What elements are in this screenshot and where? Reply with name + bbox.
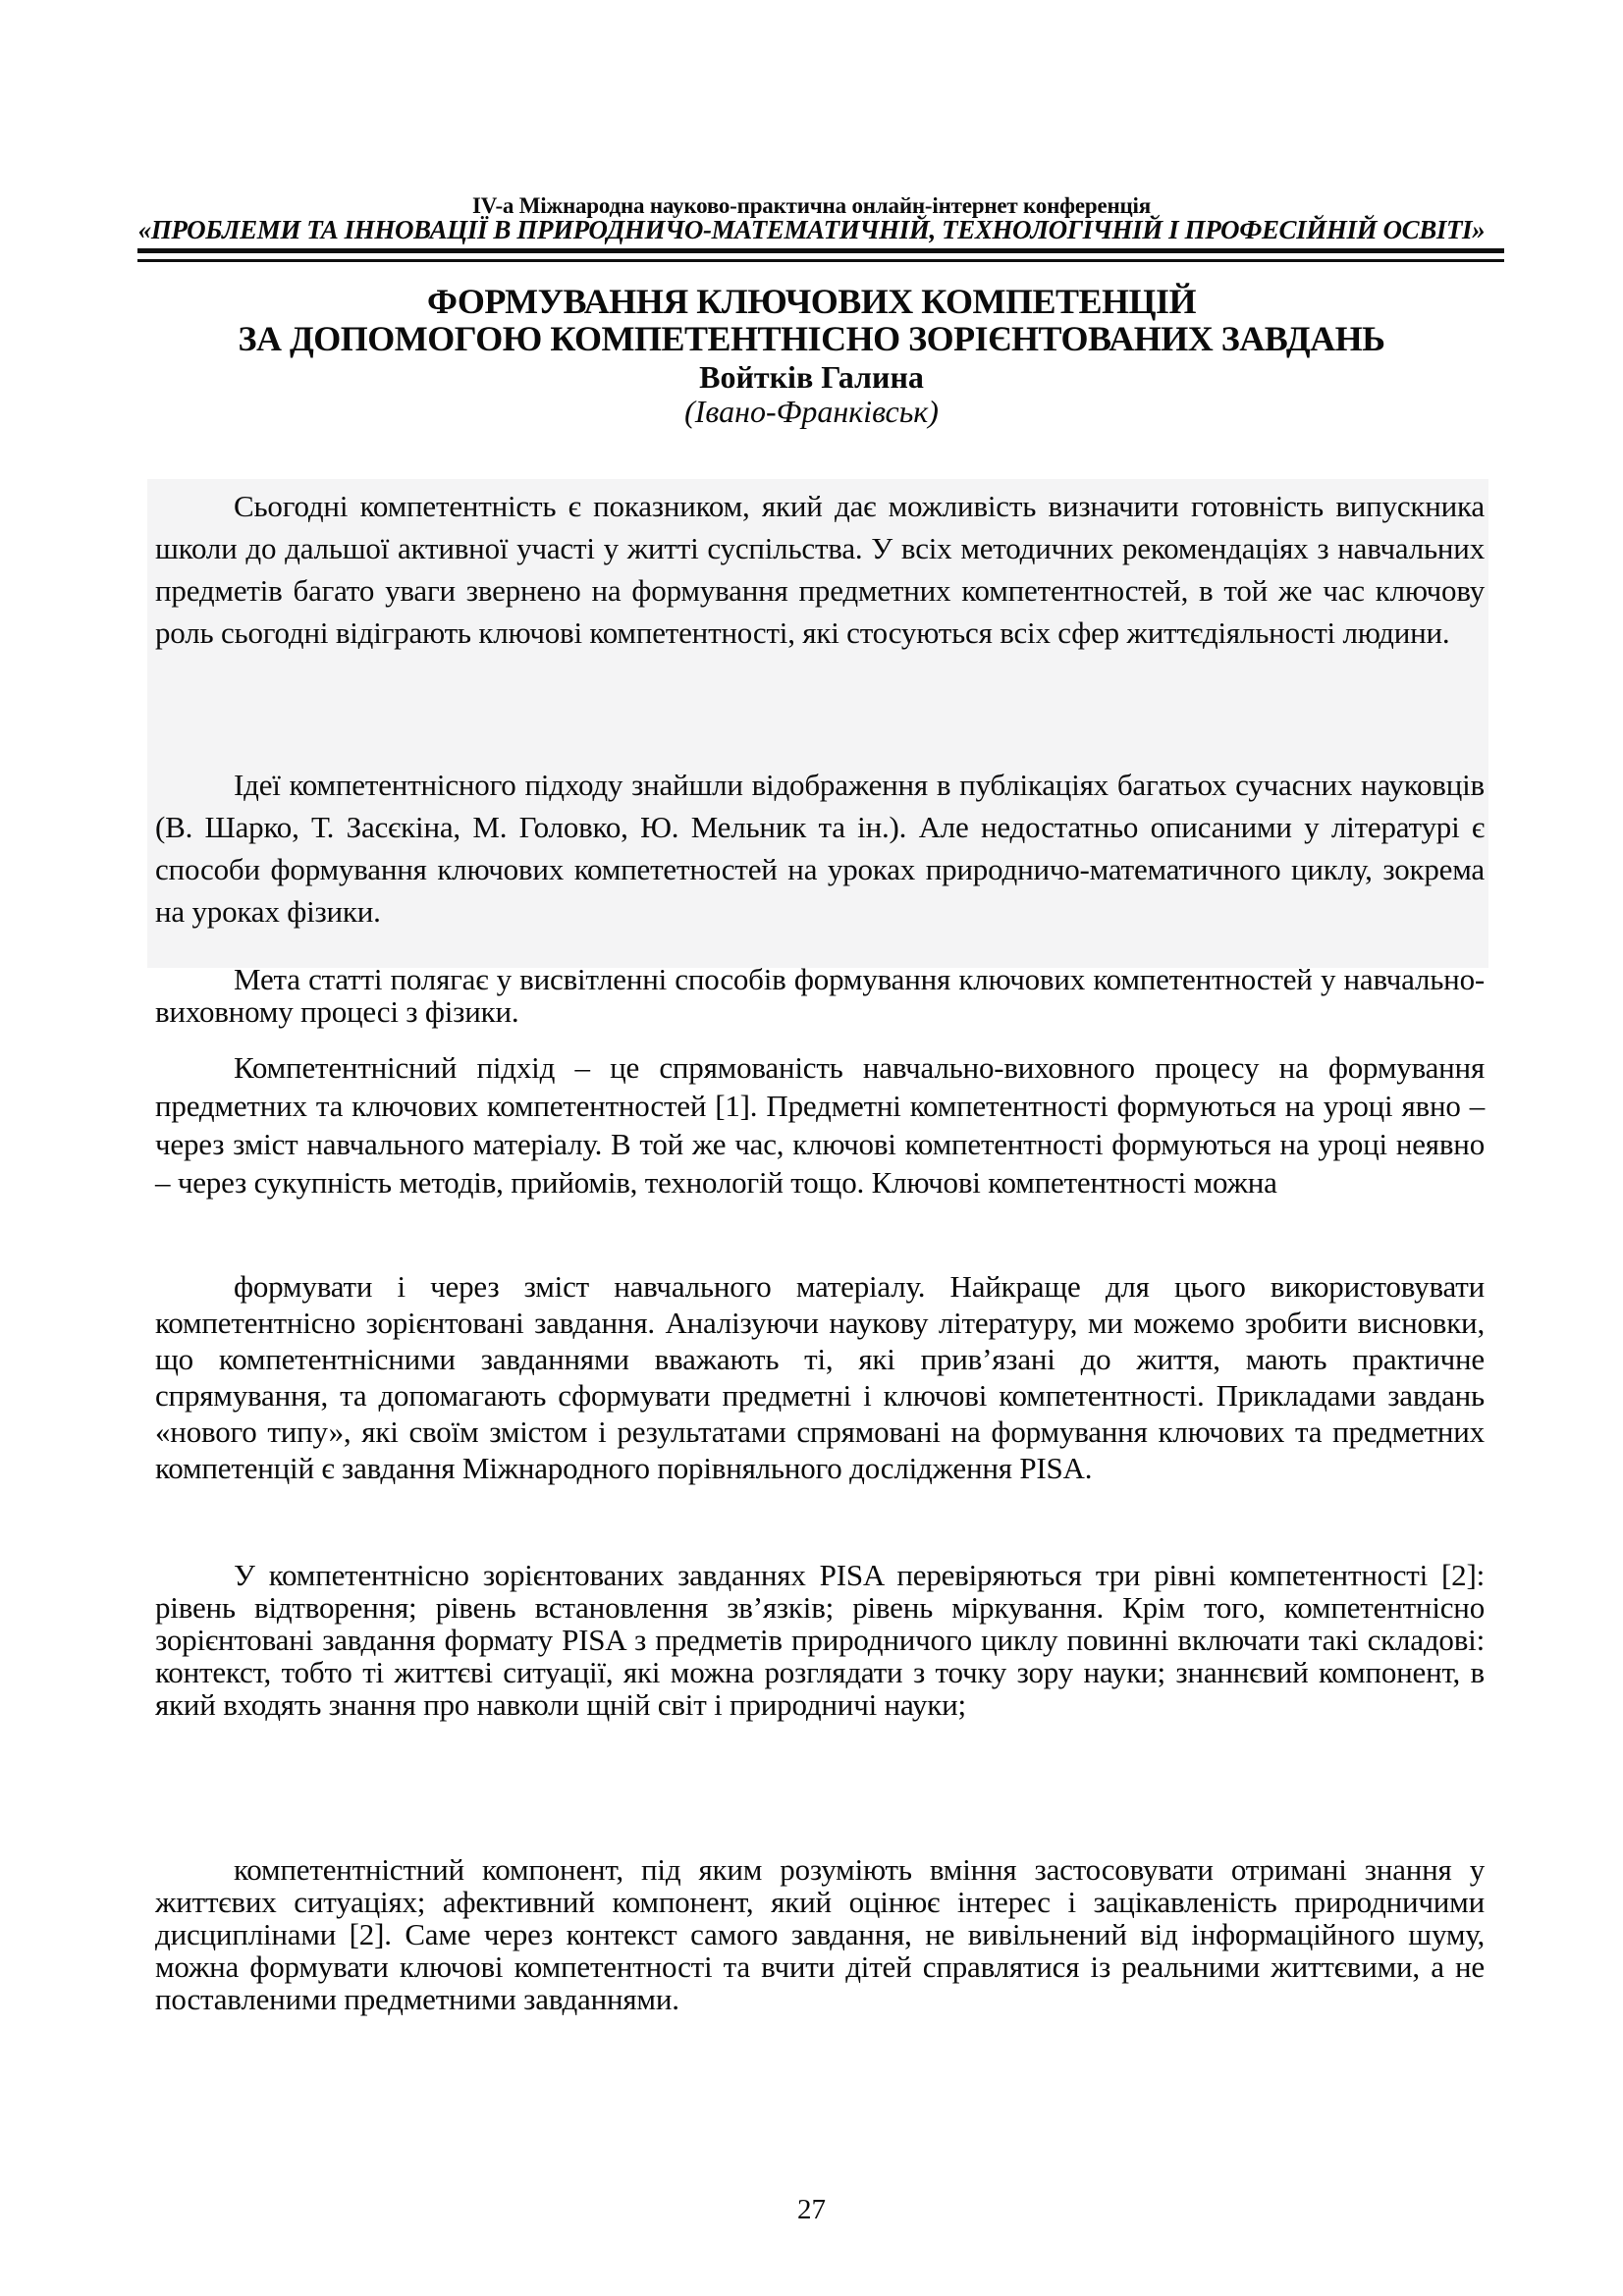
paragraph-2: Ідеї компетентнісного підходу знайшли відображення в публікаціях багатьох сучасних науковців (В. Шарко, Т. Засєкіна, М. Головко, Ю. Мельник та ін.). Але недостатньо описаними у літературі є способи формування ключових компететностей на уроках природничо-математичного циклу, зокрема на уроках фізики. <box>155 768 1485 929</box>
paragraph-7: компетентністний компонент, під яким розуміють вміння застосовувати отримані знання у життєвих ситуаціях; афективний компонент, який оцінює інтерес і зацікавленість природничими дисциплінами [2]. Саме через контекст самого завдання, не вивільнений від інформаційного шуму, можна формувати ключові компетентності та вчити дітей справлятися із реальними життєвими, а не поставленими предметними завданнями. <box>155 1852 1485 2016</box>
article-title-line2: ЗА ДОПОМОГОЮ КОМПЕТЕНТНІСНО ЗОРІЄНТОВАНИХ ЗАВДАНЬ <box>238 319 1385 358</box>
paragraph-6: У компетентнісно зорієнтованих завданнях PISA перевіряються три рівні компетентності [2]: рівень відтворення; рівень встановлення зв’язків; рівень міркування. Крім того, компетентнісно зорієнтовані завдання формату PISA з предметів природничого циклу повинні включати такі складові: контекст, тобто ті життєві ситуації, які можна розглядати з точку зору науки; знаннєвий компонент, в який входять знання про навколи щній світ і природничі науки; <box>155 1558 1485 1722</box>
page-number: 27 <box>797 2194 826 2225</box>
paragraph-5: формувати і через зміст навчального матеріалу. Найкраще для цього використовувати компетентнісно зорієнтовані завдання. Аналізуючи наукову літературу, ми можемо зробити висновки, що компетентнісними завданнями вважають ті, які прив’язані до життя, мають практичне спрямування, та допомагають сформувати предметні і ключові компетентності. Прикладами завдань «нового типу», які своїм змістом і результатами спрямовані на формування ключових та предметних компетенцій є завдання Міжнародного порівняльного дослідження PISA. <box>155 1269 1485 1485</box>
paragraph-1: Сьогодні компетентність є показником, який дає можливість визначити готовність випускника школи до дальшої активної участі у житті суспільства. У всіх методичних рекомендаціях з навчальних предметів багато уваги звернено на формування предметних компетентностей, в той же час ключову роль сьогодні відіграють ключові компетентності, які стосуються всіх сфер життєдіяльності людини. <box>155 489 1485 650</box>
header-rule-top <box>137 248 1504 253</box>
article-location: (Івано-Франківськ) <box>684 394 939 429</box>
paragraph-4: Компетентнісний підхід – це спрямованість навчально-виховного процесу на формування предметних та ключових компетентностей [1]. Предметні компетентності формуються на уроці явно – через зміст навчального матеріалу. В той же час, ключові компетентності формуються на уроці неявно – через сукупність методів, прийомів, технологій тощо. Ключові компетентності можна <box>155 1050 1485 1200</box>
paragraph-3: Мета статті полягає у висвітленні способів формування ключових компетентностей у навчально-виховному процесі з фізики. <box>155 962 1485 1029</box>
conference-name: IV-а Міжнародна науково-практична онлайн-інтернет конференція <box>472 193 1151 218</box>
header-rule-bottom <box>137 259 1504 262</box>
article-title-line1: ФОРМУВАННЯ КЛЮЧОВИХ КОМПЕТЕНЦІЙ <box>426 282 1197 321</box>
article-title <box>0 283 1623 357</box>
article-author: Войтків Галина <box>699 359 924 395</box>
conference-title: «ПРОБЛЕМИ ТА ІННОВАЦІЇ В ПРИРОДНИЧО-МАТЕМАТИЧНІЙ, ТЕХНОЛОГІЧНІЙ І ПРОФЕСІЙНІЙ ОСВІТІ» <box>137 215 1486 244</box>
